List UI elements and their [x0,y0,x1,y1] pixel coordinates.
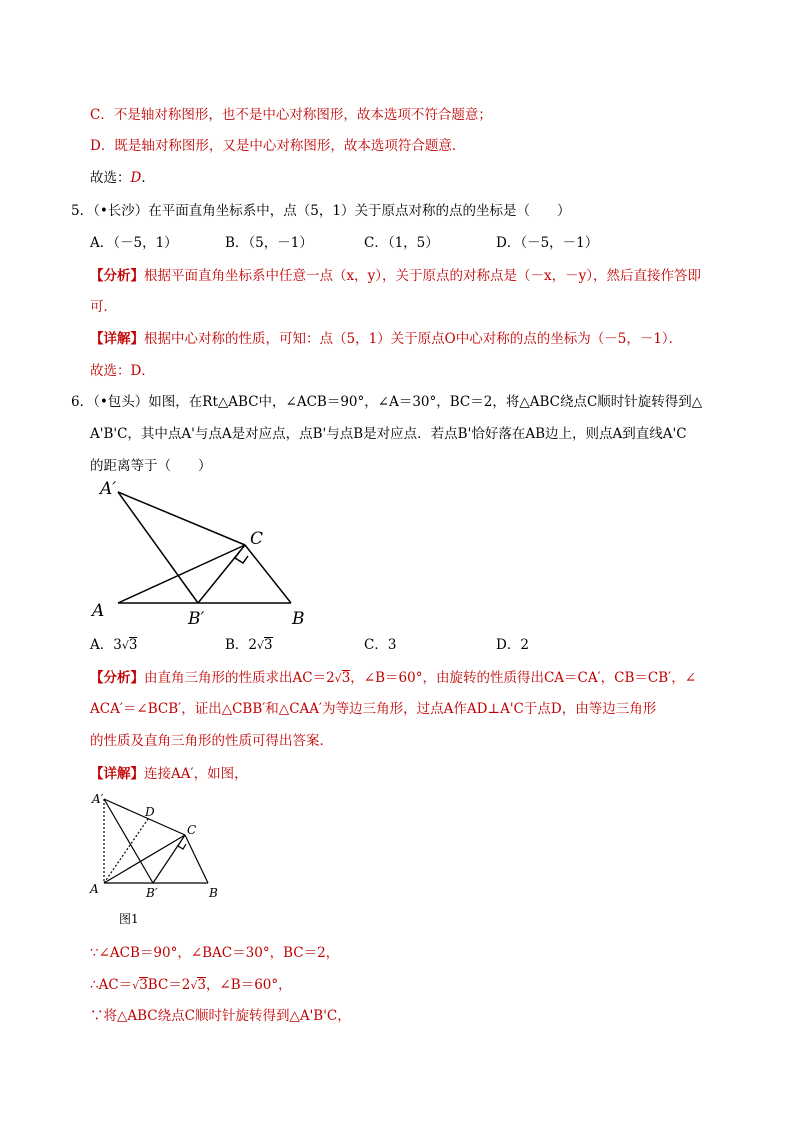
q6-stem-line2: A'B'C，其中点A'与点A是对应点，点B'与点B是对应点．若点B'恰好落在AB边上，则点A到直线A'C [90,426,687,442]
q6-stem-line3: 的距离等于（ ） [90,458,212,474]
q6-step2-c: ，∠B＝60°， [205,977,292,993]
q6-analysis-radicand: 3 [341,670,351,686]
q6-analysis-line1a: 由直角三角形的性质求出AC＝2 [144,670,335,686]
q5-option-a: A．（－5，1） [90,235,178,251]
fig2-label-a-prime: A′ [92,792,104,806]
q6-detail [90,762,248,782]
fig1-label-a: A [92,601,105,621]
fig2-label-c: C [187,823,197,837]
q6-figure [88,472,328,630]
q5-answer: 故选：D． [90,363,155,379]
q6-analysis-line3: 的性质及直角三角形的性质可得出答案． [90,733,333,749]
q6-analysis-line1: 【分析】由直角三角形的性质求出AC＝2√3，∠B＝60°，由旋转的性质得出CA＝CA′，CB＝CB′，∠ [90,670,697,686]
q5-detail [90,327,682,347]
fig1-label-c: C [250,529,264,549]
fig2-label-b-prime: B′ [146,886,158,900]
fig1-label-b-prime: B′ [188,609,205,629]
q6-step3: ∵将△ABC绕点C顺时针旋转得到△A'B'C， [90,1008,351,1024]
q6-option-b: B．2√3 [225,637,273,653]
q6-option-b-label: B．2 [225,637,258,653]
option-c-text: C．不是轴对称图形，也不是中心对称图形，故本选项不符合题意； [90,107,492,123]
fig2-label-a: A [90,882,99,896]
q6-line1: （•包头）如图，在Rt△ABC中，∠ACB＝90°，∠A＝30°，BC＝2，将△ABC绕点C顺时针旋转得到△ [93,394,703,410]
answer-prefix: 故选： [90,170,131,186]
q6-analysis-tag: 【分析】 [90,670,144,686]
q5-option-d: D．（－5，－1） [496,235,599,251]
q6-option-b-radicand: 3 [264,637,273,653]
q6-stem-line1 [71,390,702,410]
q5-number: 5． [71,203,94,219]
q5-detail-text: 根据中心对称的性质，可知：点（5，1）关于原点O中心对称的点的坐标为（－5，－1）． [144,331,683,347]
answer-line [90,166,155,186]
q5-option-c: C．（1，5） [364,235,439,251]
q6-step1: ∵∠ACB＝90°，∠BAC＝30°，BC＝2， [90,945,340,961]
q6-step2-b: BC＝2 [147,977,191,993]
q6-detail-tag: 【详解】 [90,766,144,782]
fig2-label-b: B [209,886,218,900]
answer-suffix: ． [141,170,155,186]
q5-analysis-line1: 根据平面直角坐标系中任意一点（x，y），关于原点的对称点是（－x，－y），然后直接作答即 [144,268,701,284]
answer-letter: D [130,170,142,186]
q5-detail-tag: 【详解】 [90,331,144,347]
q6-step2: ∴AC＝√3BC＝2√3，∠B＝60°， [90,977,292,993]
q6-step2-a: ∴AC＝ [90,977,133,993]
q5-option-b: B．（5，－1） [225,235,313,251]
q5-analysis-line2: 可． [90,299,117,315]
fig1-label-b: B [292,609,305,629]
q6-analysis-line2: ACA′＝∠BCB′，证出△CBB′和△CAA′为等边三角形，过点A作AD⊥A'C于点D，由等边三角形 [90,701,657,717]
q6-step2-rad1: 3 [139,977,148,993]
q6-option-a-label: A．3 [90,637,122,653]
q5-analysis [90,264,701,284]
q6-figure-2 [88,785,228,930]
q6-option-a: A．3√3 [90,637,138,653]
q6-option-d: D．2 [496,637,529,653]
q5-analysis-tag: 【分析】 [90,268,144,284]
q6-number: 6． [71,394,94,410]
fig2-label-d: D [145,805,155,819]
option-d-text: D．既是轴对称图形，又是中心对称图形，故本选项符合题意． [90,138,466,154]
q5-text: （•长沙）在平面直角坐标系中，点（5，1）关于原点对称的点的坐标是（ ） [93,203,571,219]
q6-detail-text: 连接AA′，如图， [144,766,248,782]
q5-stem [71,199,570,219]
fig2-caption: 图1 [119,912,139,926]
fig1-label-a-prime: A′ [100,479,117,499]
q6-option-a-radicand: 3 [128,637,138,653]
q6-option-c: C．3 [364,637,397,653]
q6-analysis-line1b: ，∠B＝60°，由旋转的性质得出CA＝CA′，CB＝CB′，∠ [350,670,697,686]
q6-step2-rad2: 3 [197,977,206,993]
